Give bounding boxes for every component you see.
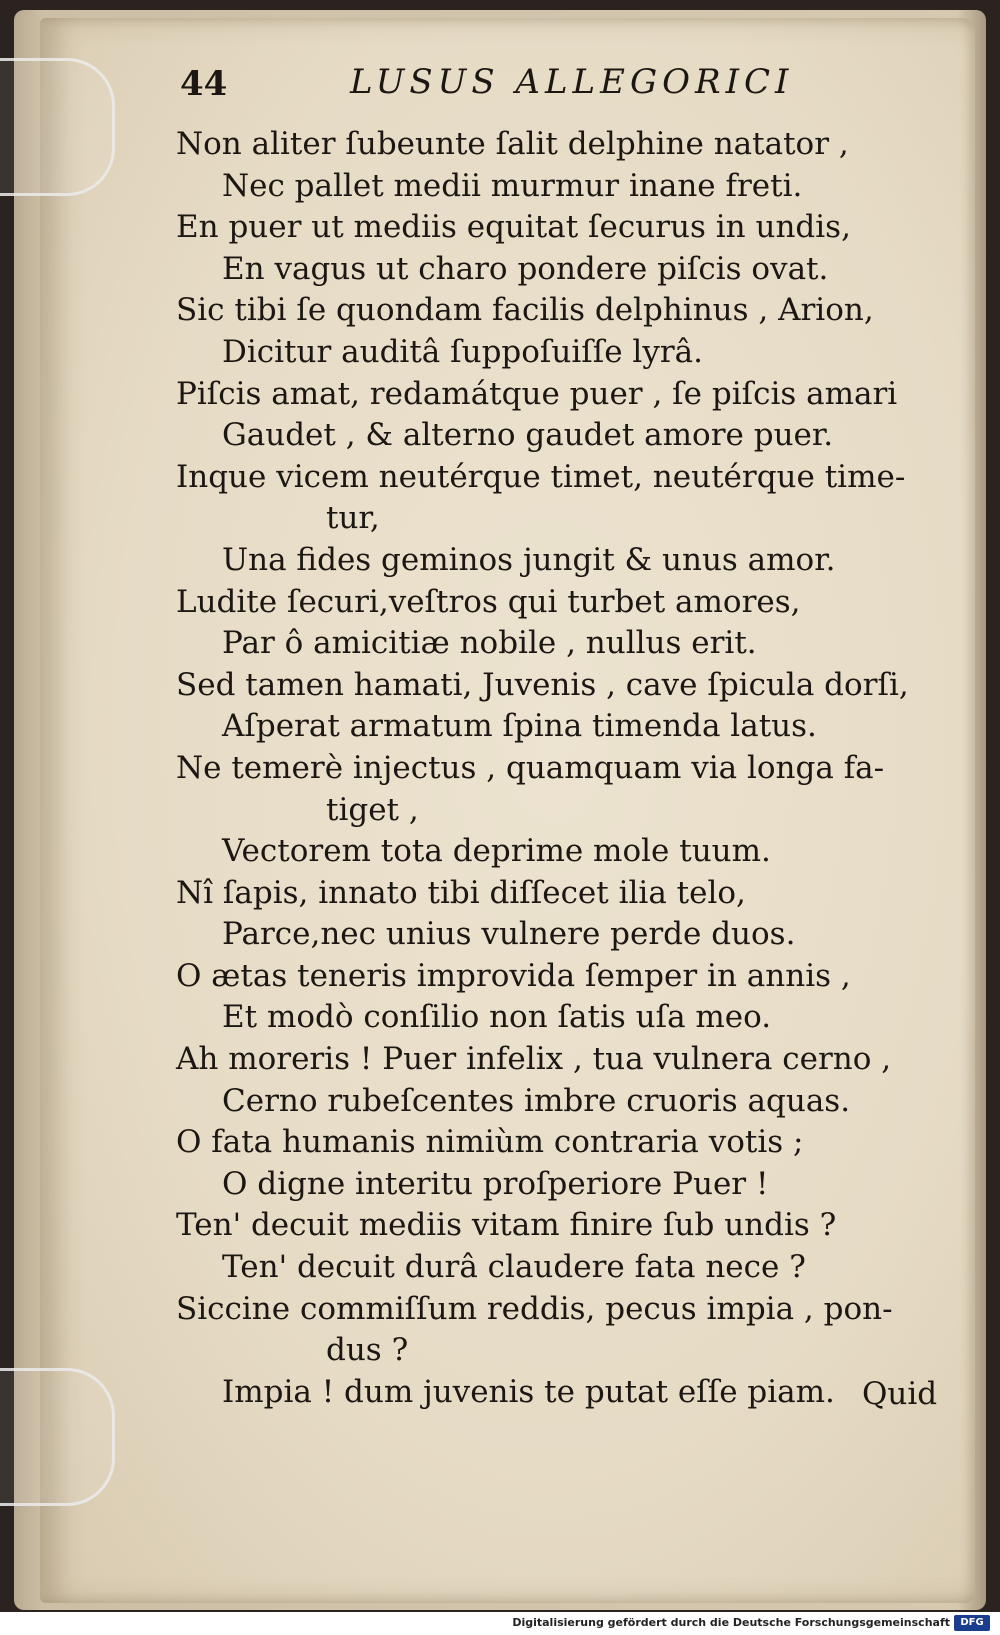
catchword: Quid: [862, 1376, 938, 1412]
text-line: Par ô amicitiæ nobile , nullus erit.: [222, 625, 757, 662]
text-line: Gaudet , & alterno gaudet amore puer.: [222, 417, 834, 454]
text-line: Sic tibi ſe quondam facilis delphinus , Arion,: [176, 292, 874, 329]
text-line: Ten' decuit mediis vitam finire ſub undis ?: [176, 1207, 837, 1244]
poem-text: [176, 124, 976, 1413]
text-line: Vectorem tota deprime mole tuum.: [222, 833, 771, 870]
text-line: Ten' decuit durâ claudere fata nece ?: [222, 1249, 806, 1286]
text-line: O ætas teneris improvida ſemper in annis ,: [176, 957, 851, 994]
text-line: tur,: [326, 500, 380, 537]
funding-credit: Digitalisierung gefördert durch die Deutsche Forschungsgemeinschaft: [512, 1616, 950, 1629]
text-line: dus ?: [326, 1332, 409, 1369]
text-line: O digne interitu proſperiore Puer !: [222, 1165, 769, 1202]
text-line: tiget ,: [326, 791, 419, 828]
text-line: Dicitur auditâ ſuppoſuiſſe lyrâ.: [222, 333, 704, 370]
text-line: Parce,nec unius vulnere perde duos.: [222, 916, 796, 953]
dfg-logo: DFG: [954, 1615, 990, 1631]
text-line: O fata humanis nimiùm contraria votis ;: [176, 1124, 804, 1161]
text-line: Piſcis amat, redamátque puer , ſe piſcis amari: [176, 375, 898, 412]
page-clip-top: [0, 58, 115, 196]
text-line: Ah moreris ! Puer infelix , tua vulnera cerno ,: [176, 1041, 892, 1078]
text-line: Una fides geminos jungit & unus amor.: [222, 541, 836, 578]
running-head: LUSUS ALLEGORICI: [350, 62, 794, 102]
text-line: Siccine commiſſum reddis, pecus impia , pon-: [176, 1290, 893, 1327]
text-line: Sed tamen hamati, Juvenis , cave ſpicula dorſi,: [176, 666, 909, 703]
text-line: Aſperat armatum ſpina timenda latus.: [222, 708, 817, 745]
page-number: 44: [180, 64, 228, 104]
text-line: Non aliter ſubeunte ſalit delphine natator ,: [176, 126, 849, 162]
text-line: Nî ſapis, innato tibi diſſecet ilia telo,: [176, 874, 746, 911]
page-header: [180, 62, 940, 112]
page-clip-bottom: [0, 1368, 115, 1506]
text-line: En vagus ut charo pondere piſcis ovat.: [222, 250, 829, 287]
text-line: Ludite ſecuri,veſtros qui turbet amores,: [176, 583, 801, 620]
text-line: Impia ! dum juvenis te putat eſſe piam.: [222, 1373, 835, 1410]
text-line: Ne temerè injectus , quamquam via longa fa-: [176, 749, 885, 786]
text-line: Cerno rubeſcentes imbre cruoris aquas.: [222, 1082, 851, 1119]
text-line: Nec pallet medii murmur inane freti.: [222, 167, 803, 204]
text-line: En puer ut mediis equitat ſecurus in undis,: [176, 209, 851, 246]
text-line: Et modò conſilio non ſatis uſa meo.: [222, 999, 772, 1036]
digitization-footer: [0, 1612, 1000, 1635]
text-line: Inque vicem neutérque timet, neutérque time-: [176, 458, 906, 495]
